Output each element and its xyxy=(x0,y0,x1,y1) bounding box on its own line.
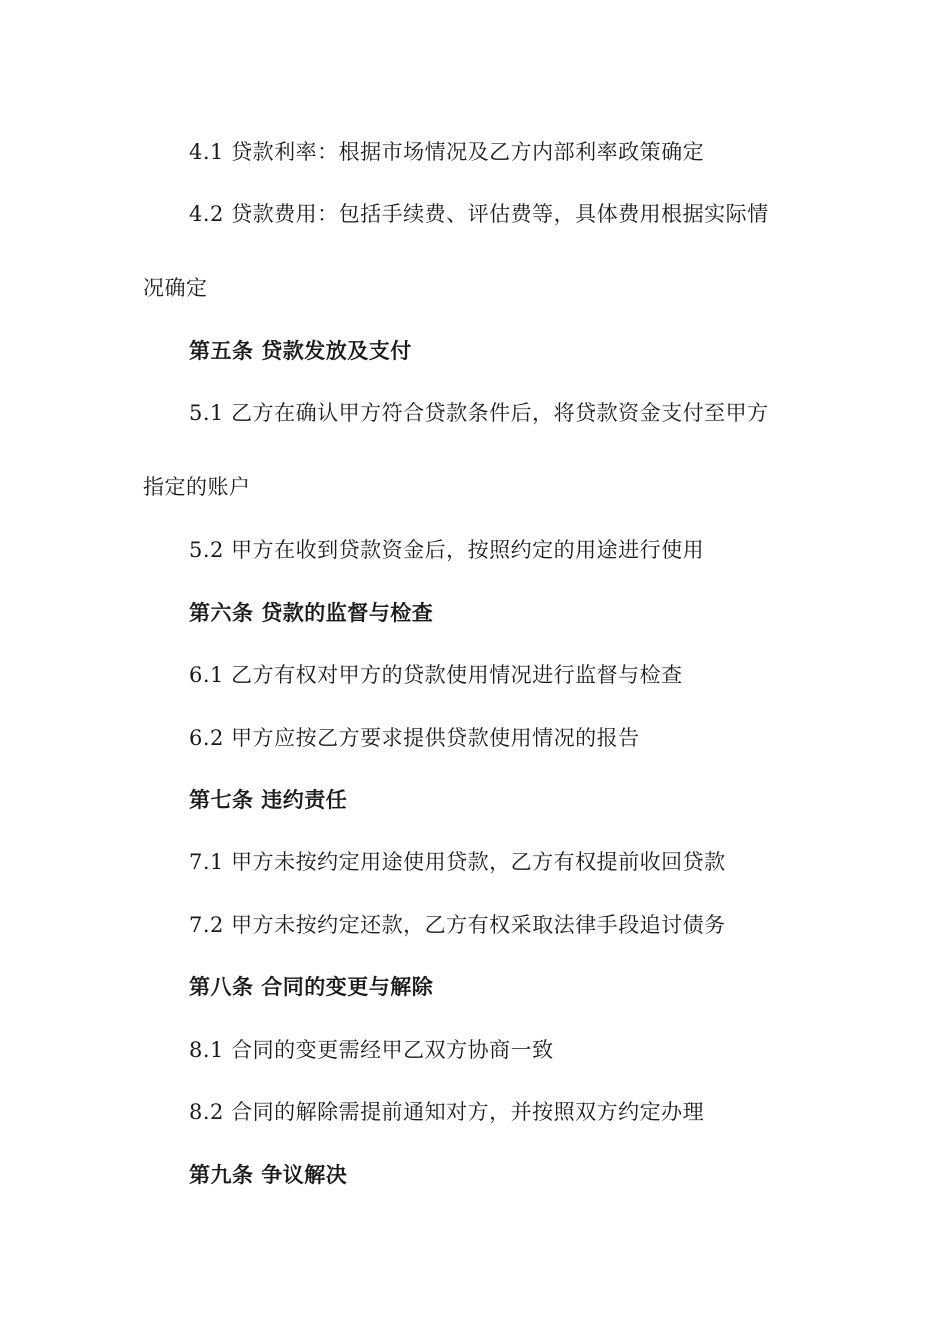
clause-6-2: 6.2 甲方应按乙方要求提供贷款使用情况的报告 xyxy=(189,726,640,750)
clause-4-1: 4.1 贷款利率：根据市场情况及乙方内部利率政策确定 xyxy=(189,140,705,164)
clause-7-1: 7.1 甲方未按约定用途使用贷款，乙方有权提前收回贷款 xyxy=(189,850,726,874)
article-5-heading: 第五条 贷款发放及支付 xyxy=(189,339,412,363)
article-9-heading: 第九条 争议解决 xyxy=(189,1163,348,1187)
clause-6-1: 6.1 乙方有权对甲方的贷款使用情况进行监督与检查 xyxy=(189,663,683,687)
clause-5-2: 5.2 甲方在收到贷款资金后，按照约定的用途进行使用 xyxy=(189,538,705,562)
clause-7-2: 7.2 甲方未按约定还款，乙方有权采取法律手段追讨债务 xyxy=(189,913,726,937)
clause-4-2-continued: 况确定 xyxy=(143,276,208,300)
article-6-heading: 第六条 贷款的监督与检查 xyxy=(189,601,434,625)
clause-4-2: 4.2 贷款费用：包括手续费、评估费等，具体费用根据实际情 xyxy=(189,202,769,226)
article-8-heading: 第八条 合同的变更与解除 xyxy=(189,975,434,999)
clause-5-1: 5.1 乙方在确认甲方符合贷款条件后，将贷款资金支付至甲方 xyxy=(189,401,769,425)
clause-5-1-continued: 指定的账户 xyxy=(143,475,251,499)
clause-8-2: 8.2 合同的解除需提前通知对方，并按照双方约定办理 xyxy=(189,1100,705,1124)
clause-8-1: 8.1 合同的变更需经甲乙双方协商一致 xyxy=(189,1038,554,1062)
article-7-heading: 第七条 违约责任 xyxy=(189,788,348,812)
